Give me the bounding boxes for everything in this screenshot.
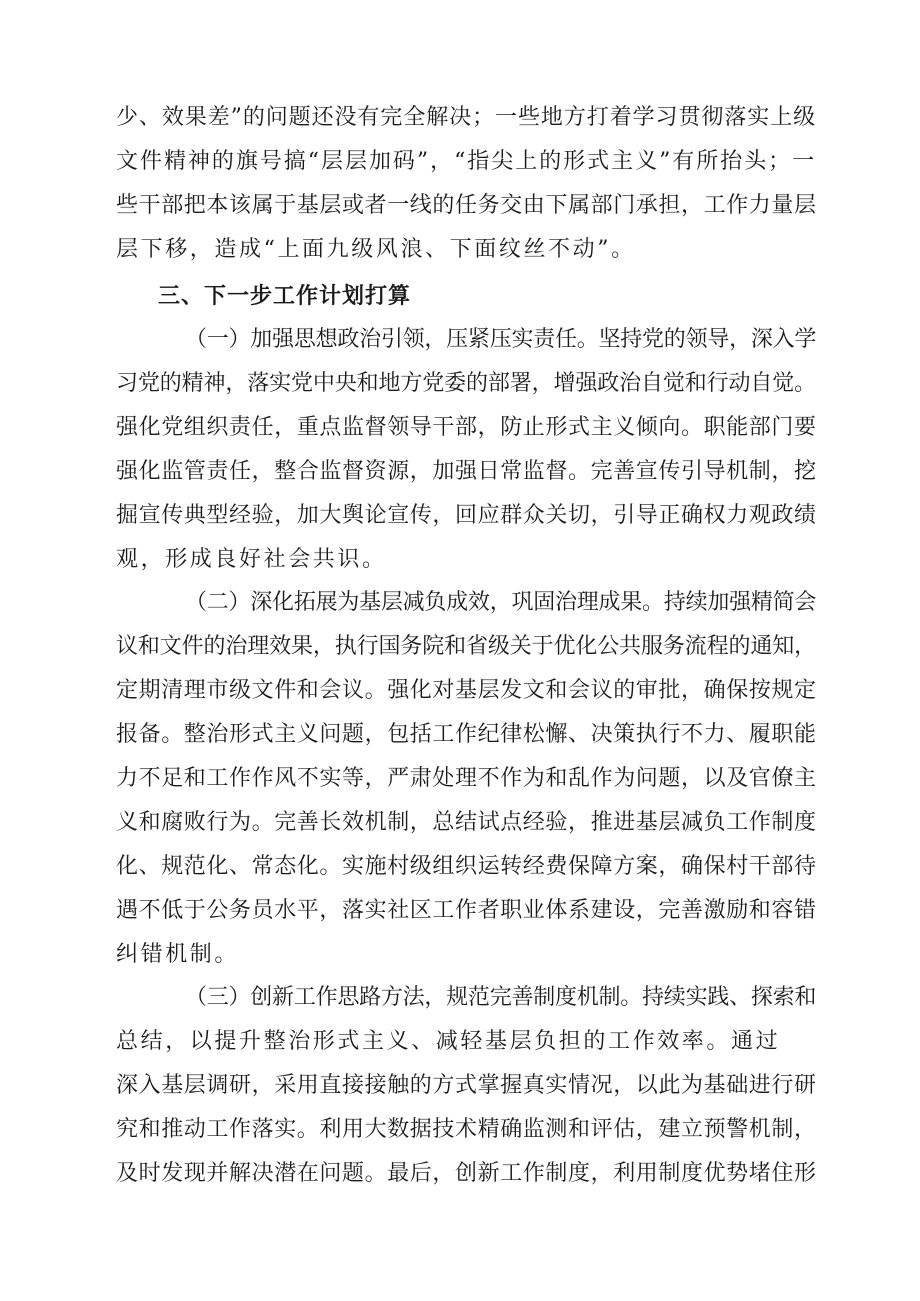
p2-line-9: 纠错机制。 xyxy=(116,942,240,967)
p2-line-2: 议和文件的治理效果，执行国务院和省级关于优化公共服务流程的通知， xyxy=(116,634,816,659)
p3-line-3: 深入基层调研，采用直接接触的方式掌握真实情况，以此为基础进行研 xyxy=(116,1073,817,1098)
p3-line-2: 总结，以提升整治形式主义、减轻基层负担的工作效率。通过 xyxy=(116,1029,781,1054)
p2-line-7: 化、规范化、常态化。实施村级组织运转经费保障方案，确保村干部待 xyxy=(116,854,817,879)
intro-line-1: 少、效果差”的问题还没有完全解决；一些地方打着学习贯彻落实上级 xyxy=(116,105,816,130)
intro-line-3: 些干部把本该属于基层或者一线的任务交由下属部门承担，工作力量层 xyxy=(116,193,817,218)
p3-line-4: 究和推动工作落实。利用大数据技术精确监测和评估，建立预警机制， xyxy=(116,1117,817,1142)
p1-line-1: （一）加强思想政治引领，压紧压实责任。坚持党的领导，深入学 xyxy=(185,327,816,352)
p2-line-8: 遇不低于公务员水平，落实社区工作者职业体系建设，完善激励和容错 xyxy=(116,898,817,923)
p1-line-4: 强化监管责任，整合监督资源，加强日常监督。完善宣传引导机制，挖 xyxy=(116,459,817,484)
intro-line-4: 层下移，造成“上面九级风浪、下面纹丝不动”。 xyxy=(116,237,636,262)
p2-line-3: 定期清理市级文件和会议。强化对基层发文和会议的审批，确保按规定 xyxy=(116,678,817,703)
p1-line-3: 强化党组织责任，重点监督领导干部，防止形式主义倾向。职能部门要 xyxy=(116,415,817,440)
p1-line-5: 掘宣传典型经验，加大舆论宣传，回应群众关切，引导正确权力观政绩 xyxy=(116,503,817,528)
p1-line-6: 观，形成良好社会共识。 xyxy=(116,547,387,572)
p2-line-5: 力不足和工作作风不实等，严肃处理不作为和乱作为问题，以及官僚主 xyxy=(116,766,817,791)
p2-line-6: 义和腐败行为。完善长效机制，总结试点经验，推进基层减负工作制度 xyxy=(116,810,817,835)
p3-line-5: 及时发现并解决潜在问题。最后，创新工作制度，利用制度优势堵住形 xyxy=(116,1161,817,1186)
p2-line-1: （二）深化拓展为基层减负成效，巩固治理成果。持续加强精简会 xyxy=(185,590,816,615)
intro-line-2: 文件精神的旗号搞“层层加码”，“指尖上的形式主义”有所抬头；一 xyxy=(116,149,816,174)
p3-line-1: （三）创新工作思路方法，规范完善制度机制。持续实践、探索和 xyxy=(185,985,816,1010)
p2-line-4: 报备。整治形式主义问题，包括工作纪律松懈、决策执行不力、履职能 xyxy=(116,722,817,747)
section-heading: 三、下一步工作计划打算 xyxy=(158,284,412,309)
p1-line-2: 习党的精神，落实党中央和地方党委的部署，增强政治自觉和行动自觉。 xyxy=(116,371,816,396)
